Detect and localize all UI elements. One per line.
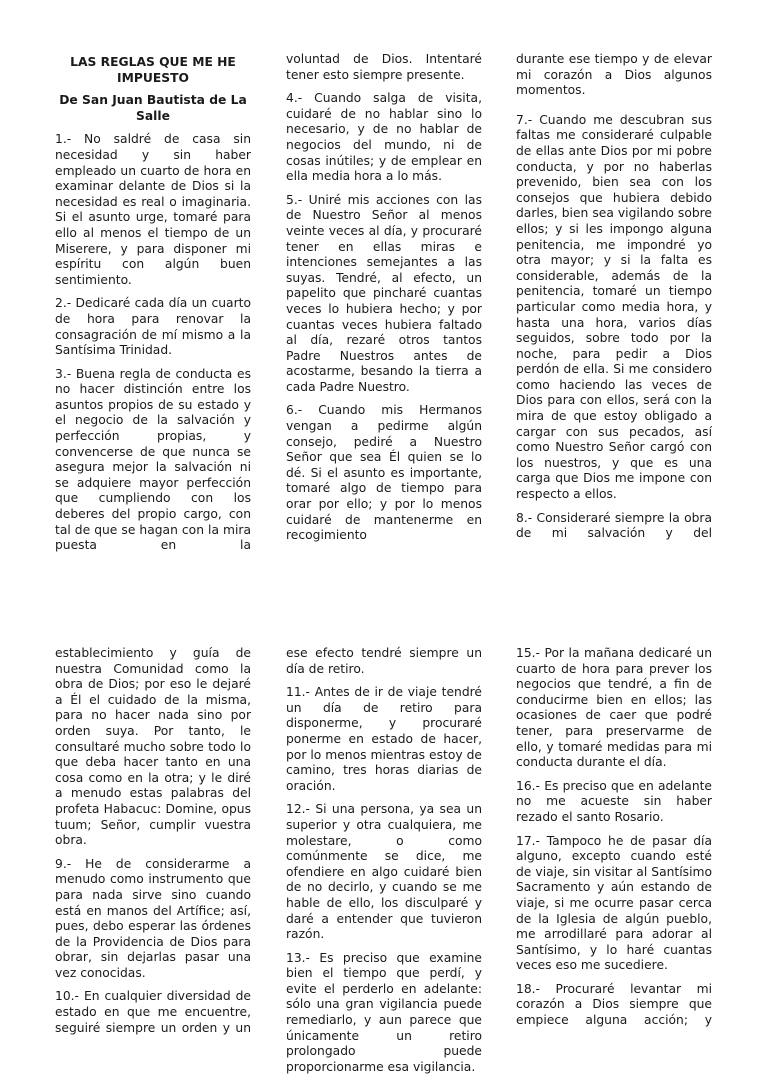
paragraph: ese efecto tendré siempre un día de retiro. [286,646,482,676]
bottom-column-2 [286,646,482,1083]
paragraph: establecimiento y guía de nuestra Comunidad como la obra de Dios; por eso le dejaré a Él el cuidado de la misma, para no hacer nada sino por orden suya. Por tanto, le consultaré mucho sobre todo lo que deba hacer tanto en una cosa como en la otra; y le diré a menudo estas palabras del profeta Habacuc: Domine, opus tuum; Señor, cumplir vuestra obra. [55,646,251,848]
paragraph: 15.- Por la mañana dedicaré un cuarto de hora para prever los negocios que tendré, a fin de conducirme bien en ellos; las ocasiones de caer que podré tener, para preservarme de ello, y tomaré medidas para mi conducta durante el día. [516,646,712,770]
document-title: LAS REGLAS QUE ME HE IMPUESTO [70,55,236,85]
paragraph: 16.- Es preciso que en adelante no me acueste sin haber rezado el santo Rosario. [516,778,712,824]
paragraph: 7.- Cuando me descubran sus faltas me consideraré culpable de ellas ante Dios por mi pobre conducta, y por no haberlas prevenido, bien sea con los consejos que hubiera debido darles, bien sea vigilando sobre ellos; y si les impongo alguna penitencia, me impondré yo otra mayor; y si la falta es considerable, además de la penitencia, tomaré un tiempo particular como media hora, y hasta una hora, varios días seguidos, sobre todo por la noche, para pedir a Dios perdón de ella. Si me considero como haciendo las veces de Dios para con ellos, será con la mira de que estoy obligado a cargar con sus pecados, así como Nuestro Señor cargó con los nuestros, y que es una carga que Dios me impone con respecto a ellos. [516,112,712,502]
document-subtitle: De San Juan Bautista de La Salle [59,93,247,123]
paragraph: 6.- Cuando mis Hermanos vengan a pedirme algún consejo, pediré a Nuestro Señor que sea Él quien se lo dé. Si el asunto es importante, tomaré algo de tiempo para orar por ello; y por lo menos cuidaré de mantenerme en recogimiento [286,403,482,543]
paragraph: 5.- Uniré mis acciones con las de Nuestro Señor al menos veinte veces al día, y procuraré tener en ellas miras e intenciones semejantes a las suyas. Tendré, al efecto, un papelito que pincharé cuantas veces lo hubiera hecho; y por cuantas veces hubiera faltado al día, rezaré otros tantos Padre Nuestros antes de acostarme, besando la tierra a cada Padre Nuestro. [286,192,482,394]
top-column-2 [286,52,482,552]
paragraph: 3.- Buena regla de conducta es no hacer distinción entre los asuntos propios de su estado y el negocio de la salvación y perfección propias, y convencerse de que nunca se asegura mejor la salvación ni se adquiere mayor perfección que cumpliendo con los deberes del propio cargo, con tal de que se hagan con la mira puesta en la [55,366,251,553]
paragraph: 1.- No saldré de casa sin necesidad y sin haber empleado un cuarto de hora en examinar delante de Dios si la necesidad es real o imaginaria. Si el asunto urge, tomaré para ello al menos el tiempo de un Miserere, y para disponer mi espíritu con algún buen sentimiento. [55,132,251,287]
paragraph: 10.- En cualquier diversidad de estado en que me encuentre, seguiré siempre un orden y un [55,989,251,1035]
paragraph: durante ese tiempo y de elevar mi corazón a Dios algunos momentos. [516,52,712,98]
paragraph: 11.- Antes de ir de viaje tendré un día de retiro para disponerme, y procuraré ponerme en estado de hacer, por lo menos mientras estoy de camino, tres horas diarias de oración. [286,685,482,793]
bottom-column-3 [516,646,712,1037]
top-column-1 [55,52,251,562]
paragraph: 13.- Es preciso que examine bien el tiempo que perdí, y evite el perderlo en adelante: sólo una gran vigilancia puede remediarlo, y aun parece que únicamente un retiro prolongado puede proporcionarme esa vigilancia. [286,950,482,1074]
paragraph: voluntad de Dios. Intentaré tener esto siempre presente. [286,52,482,82]
paragraph: 18.- Procuraré levantar mi corazón a Dios siempre que empiece alguna acción; y [516,981,712,1028]
bottom-column-1 [55,646,251,1044]
paragraph: 17.- Tampoco he de pasar día alguno, excepto cuando esté de viaje, sin visitar al Santísimo Sacramento y aún estando de viaje, si me ocurre pasar cerca de la Iglesia de algún pueblo, me arrodillaré para adorar al Santísimo, y lo haré cuantas veces eso me sucediere. [516,833,712,973]
paragraph: 12.- Si una persona, ya sea un superior y otra cualquiera, me molestare, o como comúnmente se dice, me ofendiere en algo cuidaré bien de no decirlo, y cuando se me hable de ello, los disculparé y daré a entender que tuvieron razón. [286,802,482,942]
paragraph: 2.- Dedicaré cada día un cuarto de hora para renovar la consagración de mí mismo a la Santísima Trinidad. [55,296,251,358]
top-column-3 [516,52,712,550]
bottom-page-section [0,646,768,1074]
paragraph: 9.- He de considerarme a menudo como instrumento que para nada sirve sino cuando está en manos del Artífice; así, pues, debo esperar las órdenes de la Providencia de Dios para obrar, sin dejarlas pasar una vez conocidas. [55,856,251,980]
paragraph: 4.- Cuando salga de visita, cuidaré de no hablar sino lo necesario, y de no hablar de negocios del mundo, ni de cosas inútiles; y de emplear en ella media hora a lo más. [286,91,482,184]
top-page-section [0,52,768,553]
paragraph: 8.- Consideraré siempre la obra de mi salvación y del [516,510,712,541]
